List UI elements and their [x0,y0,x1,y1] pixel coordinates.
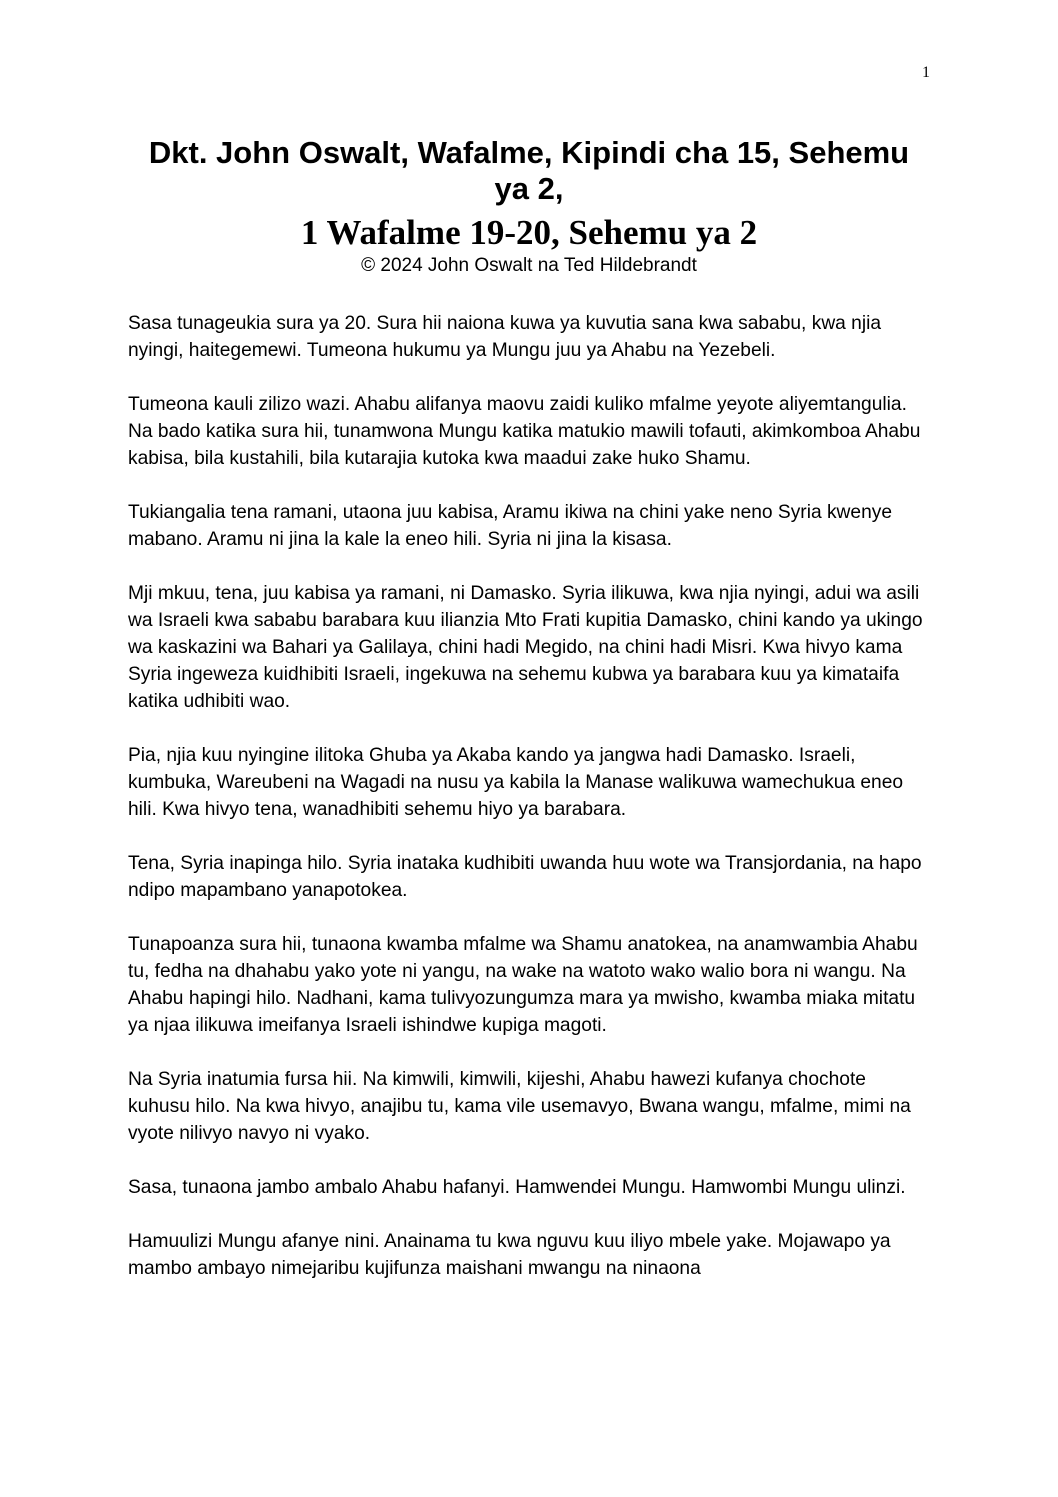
paragraph: Tumeona kauli zilizo wazi. Ahabu alifanya maovu zaidi kuliko mfalme yeyote aliyemtangulia. Na bado katika sura hii, tunamwona Mungu katika matukio mawili tofauti, akimkomboa Ahabu kabisa, bila kustahili, bila kutarajia kutoka kwa maadui zake huko Shamu. [128,394,921,469]
paragraph: Tena, Syria inapinga hilo. Syria inataka kudhibiti uwanda huu wote wa Transjordania, na hapo ndipo mapambano yanapotokea. [128,853,922,901]
paragraph: Na Syria inatumia fursa hii. Na kimwili, kimwili, kijeshi, Ahabu hawezi kufanya chochote kuhusu hilo. Na kwa hivyo, anajibu tu, kama vile usemavyo, Bwana wangu, mfalme, mimi na vyote nilivyo navyo ni vyako. [128,1069,911,1144]
paragraph: Tunapoanza sura hii, tunaona kwamba mfalme wa Shamu anatokea, na anamwambia Ahabu tu, fedha na dhahabu yako yote ni yangu, na wake na watoto wako walio bora ni wangu. Na Ahabu hapingi hilo. Nadhani, kama tulivyozungumza mara ya mwisho, kwamba miaka mitatu ya njaa ilikuwa imeifanya Israeli ishindwe kupiga magoti. [128,934,918,1036]
paragraph: Mji mkuu, tena, juu kabisa ya ramani, ni Damasko. Syria ilikuwa, kwa njia nyingi, adui wa asili wa Israeli kwa sababu barabara kuu ilianzia Mto Frati kupitia Damasko, chini kando ya ukingo wa kaskazini wa Bahari ya Galilaya, chini hadi Megido, na chini hadi Misri. Kwa hivyo kama Syria ingeweza kuidhibiti Israeli, ingekuwa na sehemu kubwa ya barabara kuu ya kimataifa katika udhibiti wao. [128,583,923,712]
paragraph: Tukiangalia tena ramani, utaona juu kabisa, Aramu ikiwa na chini yake neno Syria kwenye mabano. Aramu ni jina la kale la eneo hili. Syria ni jina la kisasa. [128,502,893,550]
paragraph: Hamuulizi Mungu afanye nini. Anainama tu kwa nguvu kuu iliyo mbele yake. Mojawapo ya mambo ambayo nimejaribu kujifunza maishani mwangu na ninaona [128,1231,891,1279]
paragraph: Sasa, tunaona jambo ambalo Ahabu hafanyi. Hamwendei Mungu. Hamwombi Mungu ulinzi. [128,1177,906,1198]
document-title: Dkt. John Oswalt, Wafalme, Kipindi cha 15, Sehemu ya 2, [148,135,910,206]
paragraph: Sasa tunageukia sura ya 20. Sura hii naiona kuwa ya kuvutia sana kwa sababu, kwa njia nyingi, haitegemewi. Tumeona hukumu ya Mungu juu ya Ahabu na Yezebeli. [128,313,882,361]
page-number: 1 [922,64,930,81]
copyright-line: © 2024 John Oswalt na Ted Hildebrandt [361,255,697,276]
paragraph: Pia, njia kuu nyingine ilitoka Ghuba ya Akaba kando ya jangwa hadi Damasko. Israeli, kumbuka, Wareubeni na Wagadi na nusu ya kabila la Manase walikuwa wamechukua eneo hili. Kwa hivyo tena, wanadhibiti sehemu hiyo ya barabara. [128,745,904,820]
document-body [128,310,930,1282]
document-header [128,135,930,279]
document-subtitle: 1 Wafalme 19-20, Sehemu ya 2 [300,213,758,252]
